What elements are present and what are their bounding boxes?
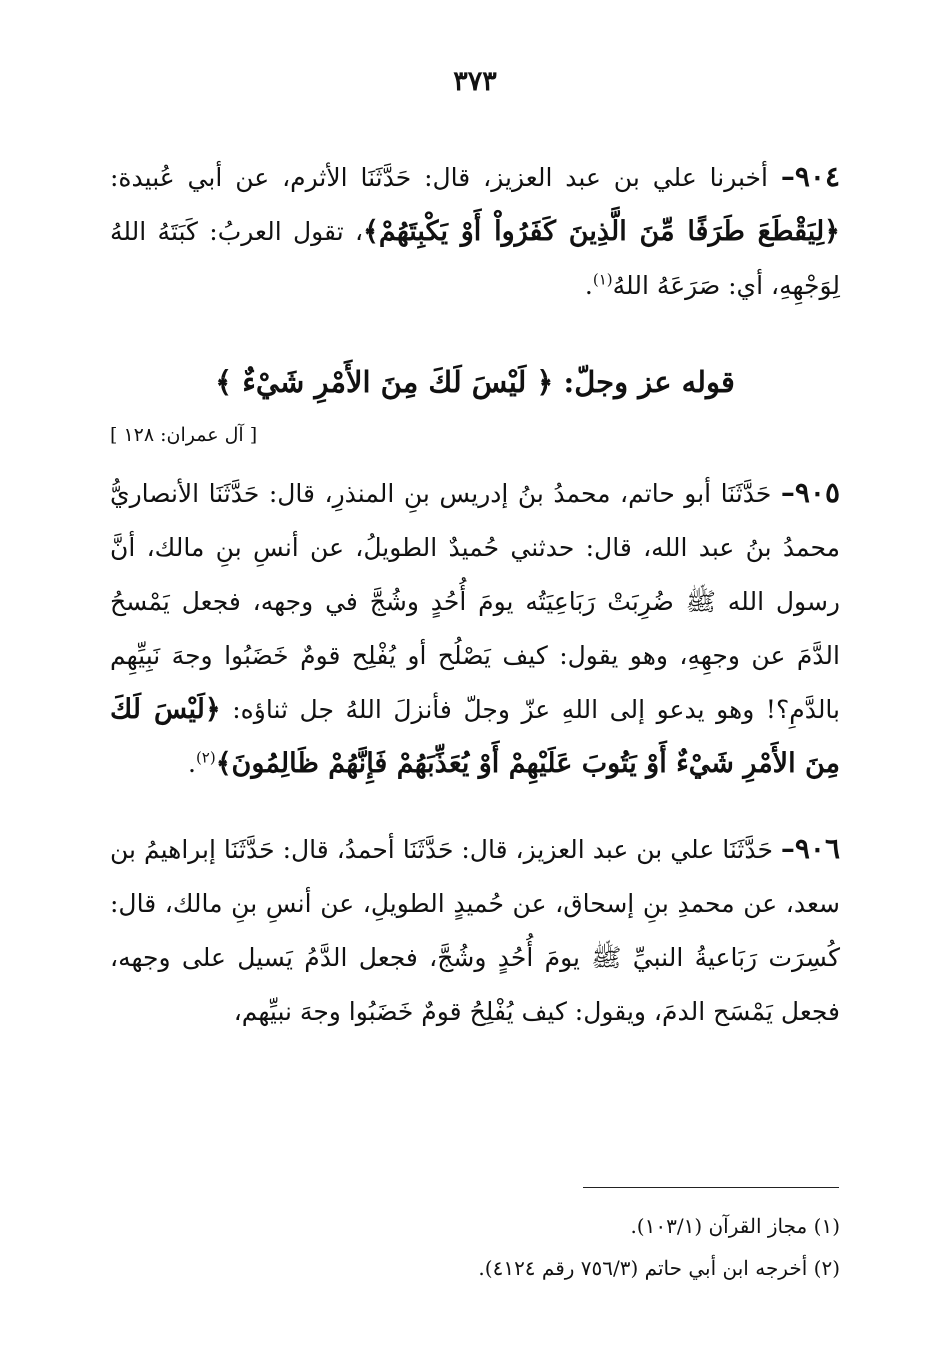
hadith-905-paragraph bbox=[110, 466, 840, 791]
hadith-904-text-before: أخبرنا علي بن عبد العزيز، قال: حَدَّثَنَا الأثرم، عن أبي عُبيدة: bbox=[110, 163, 781, 192]
hadith-905-dash: – bbox=[780, 476, 795, 509]
hadith-904-end: . bbox=[584, 271, 593, 300]
hadith-904-text-after: ، تقول العربُ: كَبَتَهُ اللهُ لِوَجْهِهِ، أي: صَرَعَهُ اللهُ bbox=[110, 217, 840, 300]
hadith-906-text: حَدَّثَنَا علي بن عبد العزيز، قال: حَدَّثَنَا أحمدُ، قال: حَدَّثَنَا إبراهيمُ بن سعد، عن محمدِ بنِ إسحاق، عن حُميدٍ الطويلِ، عن أنسِ بنِ مالك، قال: كُسِرَت رَبَاعيةُ النبيِّ ﷺ يومَ أُحُدٍ وشُجَّ، فجعل الدَّمُ يَسيل على وجهه، فجعل يَمْسَح الدمَ، ويقول: كيف يُفْلِحُ قومٌ خَضَبُوا وجهَ نبيِّهم، bbox=[110, 835, 840, 1026]
footnotes bbox=[110, 1205, 840, 1289]
section-heading: قوله عز وجلّ: ﴿ لَيْسَ لَكَ مِنَ الأَمْرِ شَيْءٌ ﴾ bbox=[215, 365, 735, 399]
hadith-905-number: ٩٠٥ bbox=[794, 476, 840, 509]
hadith-904-number: ٩٠٤ bbox=[794, 160, 840, 193]
hadith-905-text: حَدَّثَنَا أبو حاتم، محمدُ بنُ إدريس بنِ المنذرِ، قال: حَدَّثَنَا الأنصاريُّ محمدُ بنُ عبد الله، قال: حدثني حُميدٌ الطويلُ، عن أنسِ بنِ مالك، أنَّ رسول الله ﷺ ضُرِبَتْ رَبَاعِيَتُه يومَ أُحُدٍ وشُجَّ في وجهه، فجعل يَمْسحُ الدَّمَ عن وجهِهِ، وهو يقول: كيف يَصْلُح أو يُفْلِح قومٌ خَضَبُوا وجهَ نَبِيِّهِم بالدَّمِ؟! وهو يدعو إلى اللهِ عزّ وجلّ فأنزلَ اللهُ جل ثناؤه: bbox=[110, 479, 841, 724]
footnote-marker-1: (١) bbox=[592, 270, 613, 289]
hadith-904-dash: – bbox=[780, 160, 795, 193]
footnote-marker-2: (٢) bbox=[195, 748, 216, 767]
hadith-906-paragraph bbox=[110, 822, 840, 1039]
hadith-906-number: ٩٠٦ bbox=[794, 832, 840, 865]
hadith-906-block bbox=[110, 822, 840, 1039]
hadith-905-end: . bbox=[187, 749, 196, 778]
hadith-904-quran-verse: ﴿لِيَقْطَعَ طَرَفًا مِّنَ الَّذِينَ كَفَرُواْ أَوْ يَكْبِتَهُمْ﴾ bbox=[363, 216, 840, 247]
hadith-904-paragraph bbox=[110, 150, 840, 313]
footnote-separator bbox=[583, 1187, 839, 1188]
hadith-904-block bbox=[110, 150, 840, 313]
footnote-2: (٢) أخرجه ابن أبي حاتم (٧٥٦/٣ رقم ٤١٢٤). bbox=[478, 1256, 840, 1280]
hadith-906-dash: – bbox=[780, 832, 795, 865]
section-reference: [ آل عمران: ١٢٨ ] bbox=[110, 424, 258, 446]
page-number: ٣٧٣ bbox=[453, 66, 497, 97]
footnote-1: (١) مجاز القرآن (١٠٣/١). bbox=[630, 1214, 840, 1238]
hadith-905-block bbox=[110, 466, 840, 791]
hadith-905-quran-verse: ﴿لَيْسَ لَكَ مِنَ الأَمْرِ شَيْءٌ أَوْ يَتُوبَ عَلَيْهِمْ أَوْ يُعَذِّبَهُمْ فَإِنَّهُمْ ظَالِمُونَ﴾ bbox=[110, 694, 840, 779]
